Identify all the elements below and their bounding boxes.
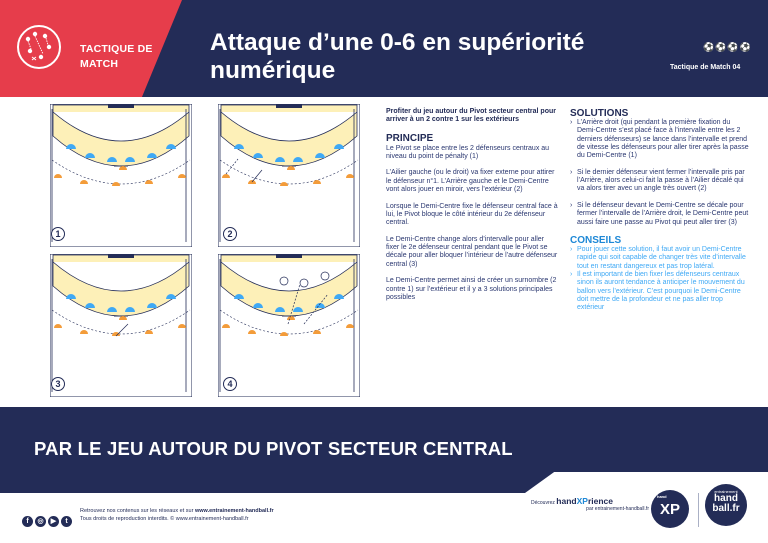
header-tag — [80, 42, 160, 72]
handxp-logo[interactable] — [651, 490, 689, 528]
footer-line1-prefix: Retrouvez nos contenus sur les réseaux et sur — [80, 508, 195, 514]
court-diagram-4 — [218, 254, 360, 397]
facebook-icon[interactable]: f — [22, 516, 33, 527]
header-tag-line1: TACTIQUE DE — [80, 43, 153, 55]
footer-line1 — [80, 508, 274, 514]
solutions-column — [570, 108, 750, 319]
principe-paragraph: L’Ailier gauche (ou le droit) va fixer externe pour attirer le défenseur n°1. L’Arrière gauche et le Demi-Centre vont alors jouer en miroir, vers l’extérieur (2) — [386, 169, 555, 194]
principe-heading: PRINCIPE — [386, 132, 434, 144]
diagram-label-2: 2 — [227, 229, 233, 239]
diagram-label-3: 3 — [55, 379, 61, 389]
court-diagram-1 — [50, 104, 192, 247]
principe-paragraph: Le Pivot se place entre les 2 défenseurs centraux au niveau du point de pénalty (1) — [386, 144, 550, 160]
hb-logo-bot: ball.fr — [712, 503, 740, 514]
principe-paragraph: Le Demi-Centre change alors d’intervalle pour aller fixer le 2e défenseur central pendant que le Pivot se décale pour aller bloquer l’intérieur de l’autre défenseur central (3) — [386, 235, 558, 268]
discover-brand-2: XP — [576, 496, 588, 506]
diagram-label-4: 4 — [227, 379, 233, 389]
principe-column — [386, 108, 558, 311]
solution-item: › L’Arrière droit (qui pendant la première fixation du Demi-Centre s’est placé face à l’intervalle entre les 2 derniers défenseurs) se lance dans l’intervalle et prend de vitesse les défenseurs pour aller tirer après la passe du Demi-Centre (1) — [570, 119, 750, 160]
conseil-item: › Il est important de bien fixer les défenseurs centraux sinon ils auront tendance à anticiper le mouvement du ballon vers l’extérieur. C’est pourquoi le Demi-Centre doit mettre de la profondeur et ne pas aller trop extérieur — [570, 271, 750, 312]
instagram-icon[interactable]: ◎ — [35, 516, 46, 527]
handxperience-promo[interactable] — [531, 496, 649, 512]
twitter-icon[interactable]: t — [61, 516, 72, 527]
footer-copyright: Tous droits de reproduction interdits. © www.entrainement-handball.fr — [80, 516, 249, 522]
conseil-item: › Pour jouer cette solution, il faut avoir un Demi-Centre rapide qui soit capable de changer très vite d’intervalle tout en restant dangereux et pas trop latéral. — [570, 246, 750, 271]
social-icons — [22, 510, 74, 528]
banner-text: PAR LE JEU AUTOUR DU PIVOT SECTEUR CENTRAL — [34, 438, 513, 459]
page-title-line1: Attaque d’une 0-6 en supériorité — [210, 29, 585, 56]
page-subtitle: Tactique de Match 04 — [670, 64, 741, 71]
solution-item: › Si le défenseur devant le Demi-Centre se décale pour fermer l’intervalle de l’Arrière droit, le Demi-Centre peut aussi faire une passe au Pivot qui peut aller tirer (3) — [570, 202, 750, 227]
tactics-board-icon — [17, 25, 61, 69]
page-title-line2: numérique — [210, 57, 336, 84]
difficulty-filled: ⚽⚽⚽ — [703, 42, 740, 52]
logo-separator — [698, 493, 699, 527]
court-diagram-3 — [50, 254, 192, 397]
principe-intro: Profiter du jeu autour du Pivot secteur central pour arriver à un 2 contre 1 sur les extérieurs — [386, 108, 556, 124]
discover-brand-3: rience — [587, 496, 613, 506]
principe-paragraph: Le Demi-Centre permet ainsi de créer un surnombre (2 contre 1) sur l’extérieur et il y a 3 solutions principales possibles — [386, 277, 557, 301]
diagram-label-1: 1 — [55, 229, 61, 239]
difficulty-accent: ⚽ — [739, 42, 752, 52]
youtube-icon[interactable]: ▶ — [48, 516, 59, 527]
header-tag-line2: MATCH — [80, 58, 119, 70]
conseils-heading: CONSEILS — [570, 235, 622, 247]
hb-logo-mid: hand — [714, 493, 738, 504]
solution-item: › Si le dernier défenseur vient fermer l’intervalle pris par l’Arrière, alors celui-ci fait la passe à l’Ailier décalé qui va alors tirer avec un angle très ouvert (2) — [570, 169, 750, 194]
footer-site-link[interactable]: www.entrainement-handball.fr — [194, 508, 274, 514]
court-diagram-2 — [218, 104, 360, 247]
entrainement-handball-logo[interactable] — [705, 484, 747, 526]
hb-logo-top: entrainement — [714, 489, 738, 494]
principe-paragraph: Lorsque le Demi-Centre fixe le défenseur central face à lui, le Pivot bloque le côté intérieur du 2e défenseur central. — [386, 202, 558, 227]
page-title — [210, 29, 640, 85]
discover-prefix: Découvrez — [531, 500, 555, 506]
xp-logo-small: hand — [657, 494, 667, 499]
discover-brand-1: hand — [556, 496, 577, 506]
difficulty-balls-icon — [703, 42, 752, 53]
xp-logo-big: XP — [659, 501, 680, 518]
discover-by: par entrainement-handball.fr — [586, 506, 649, 512]
solutions-heading: SOLUTIONS — [570, 108, 629, 119]
